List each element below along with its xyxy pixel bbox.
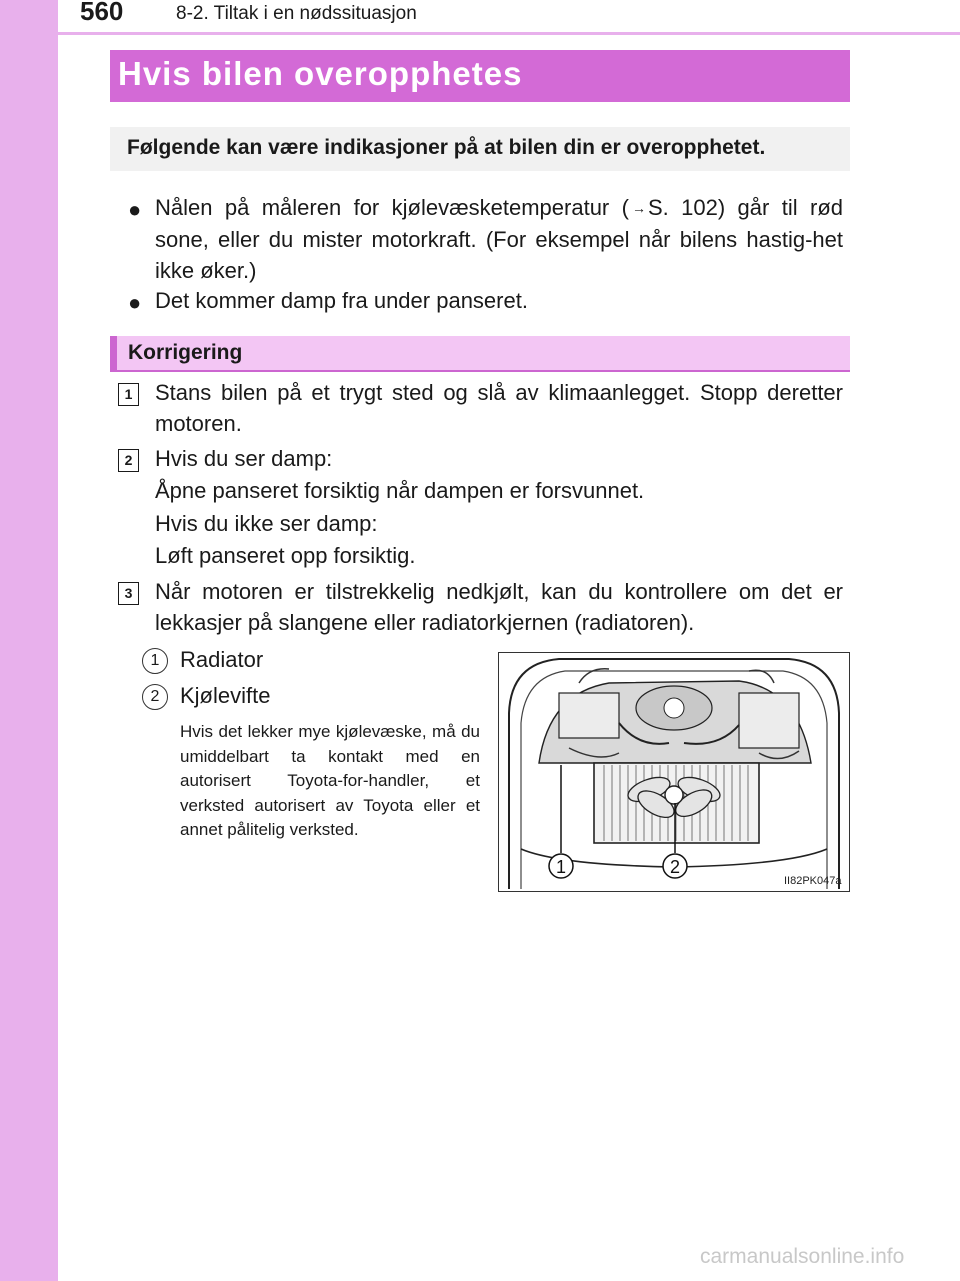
page-title: Hvis bilen overopphetes	[118, 55, 523, 92]
bullet-icon: ●	[128, 197, 142, 222]
heading-accent	[110, 336, 117, 372]
header-rule	[0, 32, 960, 35]
figure-callout-2: 2	[669, 857, 681, 877]
intro-text: Følgende kan være indikasjoner på at bilen din er overopphetet.	[127, 136, 766, 159]
step-1-text: Stans bilen på et trygt sted og slå av klimaanlegget. Stopp deretter motoren.	[155, 380, 843, 436]
legend-2-number: 2	[142, 684, 168, 710]
section-heading: 8-2. Tiltak i en nødssituasjon	[176, 3, 417, 24]
legend-1-number: 1	[142, 648, 168, 674]
indication-1-text-a: Nålen på måleren for kjølevæsketemperatur (	[155, 195, 629, 220]
leak-note: Hvis det lekker mye kjølevæske, må du umiddelbart ta kontakt med en autorisert Toyota-for-handler, et verksted autorisert av Toyota eller et annet pålitelig verksted.	[180, 722, 480, 839]
step-2-line-3: Hvis du ikke ser damp:	[155, 511, 378, 536]
intro-box	[110, 127, 850, 171]
figure-code: II82PK047a	[784, 875, 842, 887]
bullet-icon: ●	[128, 290, 142, 315]
watermark: carmanualsonline.info	[700, 1245, 905, 1268]
correction-heading-bar	[110, 336, 850, 372]
page-number: 560	[80, 0, 124, 26]
indication-2: Det kommer damp fra under panseret.	[155, 288, 528, 313]
engine-bay-illustration	[498, 652, 850, 892]
step-2-line-4: Løft panseret opp forsiktig.	[155, 543, 416, 568]
page-edge-band	[0, 0, 58, 1281]
legend-1-label: Radiator	[180, 647, 264, 672]
engine-bay-drawing	[499, 653, 849, 891]
arrow-right-icon: →	[631, 200, 646, 216]
title-bar	[110, 50, 850, 102]
step-2-line-1: Hvis du ser damp:	[155, 446, 333, 471]
correction-heading: Korrigering	[128, 341, 243, 364]
indication-1-text-b: S. 102) går til rød sone, eller du mister motorkraft. (For eksempel når bilens hastig-het ikke øker.)	[155, 195, 843, 283]
indication-1	[155, 192, 843, 286]
step-3-text: Når motoren er tilstrekkelig nedkjølt, kan du kontrollere om det er lekkasjer på slangene eller radiatorkjernen (radiatoren).	[155, 579, 843, 635]
heading-underline	[110, 370, 850, 372]
step-3-number: 3	[118, 582, 139, 605]
step-2-line-2: Åpne panseret forsiktig når dampen er forsvunnet.	[155, 478, 645, 503]
figure-callout-1: 1	[555, 857, 567, 877]
legend-2-label: Kjølevifte	[180, 683, 271, 708]
step-2-number: 2	[118, 449, 139, 472]
step-1-number: 1	[118, 383, 139, 406]
